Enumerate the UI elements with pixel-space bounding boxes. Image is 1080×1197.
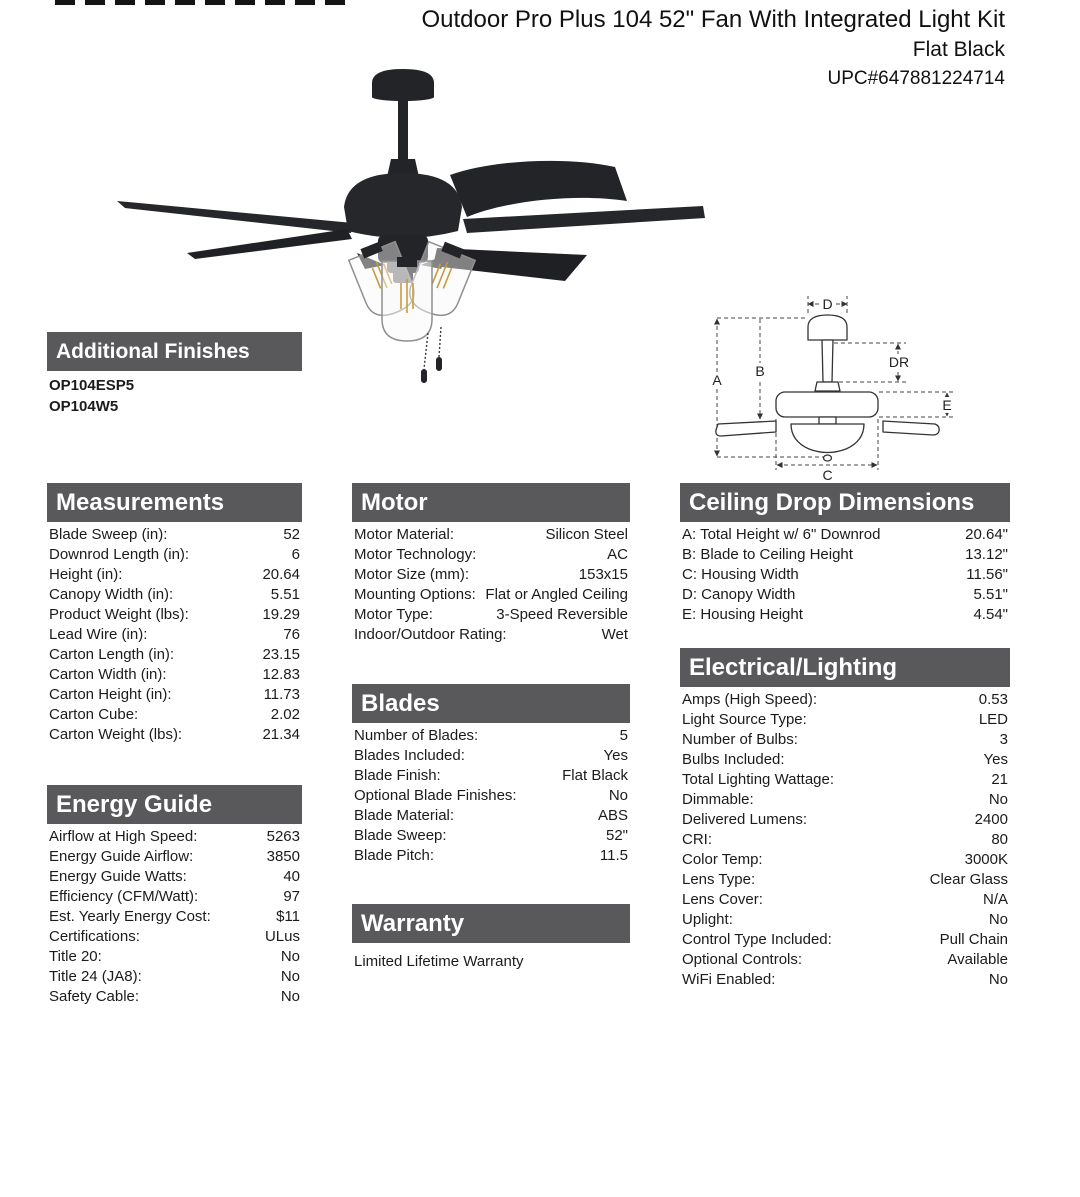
spec-row: [680, 750, 1010, 770]
spec-row: [680, 565, 1010, 585]
spec-label: Carton Height (in):: [49, 686, 172, 703]
spec-value: 13.12": [965, 546, 1008, 563]
spec-value: No: [988, 791, 1008, 808]
measurements-rows: [47, 525, 302, 745]
spec-label: Indoor/Outdoor Rating:: [354, 626, 507, 643]
spec-value: Pull Chain: [939, 931, 1008, 948]
spec-label: Lens Type:: [682, 871, 756, 888]
section-energy-guide: [47, 785, 302, 1007]
spec-label: D: Canopy Width: [682, 586, 796, 603]
spec-value: 5.51: [270, 586, 300, 603]
dimension-diagram: [688, 283, 988, 488]
motor-header: Motor: [352, 483, 630, 522]
spec-label: Lead Wire (in):: [49, 626, 148, 643]
spec-row: [352, 545, 630, 565]
spec-value: 80: [991, 831, 1008, 848]
dim-label-b: B: [755, 363, 765, 379]
spec-row: [47, 585, 302, 605]
spec-label: WiFi Enabled:: [682, 971, 776, 988]
spec-row: [47, 947, 302, 967]
spec-label: Amps (High Speed):: [682, 691, 818, 708]
spec-label: Carton Weight (lbs):: [49, 726, 183, 743]
spec-label: Est. Yearly Energy Cost:: [49, 908, 211, 925]
spec-value: 21.34: [262, 726, 300, 743]
spec-label: Carton Length (in):: [49, 646, 175, 663]
spec-row: [352, 746, 630, 766]
spec-label: Certifications:: [49, 928, 140, 945]
product-finish: Flat Black: [912, 38, 1005, 61]
spec-value: 40: [283, 868, 300, 885]
spec-row: [352, 826, 630, 846]
spec-value: 11.56": [966, 566, 1008, 583]
spec-label: Blade Pitch:: [354, 847, 435, 864]
spec-label: C: Housing Width: [682, 566, 799, 583]
spec-row: [47, 725, 302, 745]
spec-row: [680, 850, 1010, 870]
spec-value: No: [280, 988, 300, 1005]
spec-label: Dimmable:: [682, 791, 754, 808]
blades-rows: [352, 726, 630, 866]
spec-row: [680, 730, 1010, 750]
section-measurements: [47, 483, 302, 745]
spec-value: 3-Speed Reversible: [496, 606, 628, 623]
spec-value: 3: [999, 731, 1008, 748]
spec-label: Height (in):: [49, 566, 123, 583]
spec-value: 76: [283, 626, 300, 643]
spec-label: Light Source Type:: [682, 711, 807, 728]
spec-value: 3850: [266, 848, 300, 865]
spec-value: No: [280, 968, 300, 985]
spec-label: Title 20:: [49, 948, 102, 965]
spec-row: [680, 585, 1010, 605]
spec-value: 23.15: [262, 646, 300, 663]
spec-row: [47, 545, 302, 565]
spec-value: Silicon Steel: [545, 526, 628, 543]
additional-finishes-list: [47, 375, 302, 417]
product-upc: UPC#647881224714: [827, 68, 1005, 89]
dim-label-a: A: [712, 372, 722, 388]
spec-row: [47, 705, 302, 725]
spec-label: Efficiency (CFM/Watt):: [49, 888, 199, 905]
spec-row: [47, 907, 302, 927]
spec-value: Yes: [983, 751, 1008, 768]
spec-label: Optional Blade Finishes:: [354, 787, 517, 804]
spec-row: [680, 950, 1010, 970]
spec-label: Airflow at High Speed:: [49, 828, 198, 845]
dim-label-c: C: [822, 467, 833, 483]
spec-value: Available: [947, 951, 1008, 968]
section-warranty: [352, 904, 630, 970]
spec-value: ABS: [597, 807, 628, 824]
spec-row: [680, 910, 1010, 930]
spec-label: Bulbs Included:: [682, 751, 785, 768]
spec-row: [47, 827, 302, 847]
warranty-text: Limited Lifetime Warranty: [354, 953, 524, 970]
spec-label: Downrod Length (in):: [49, 546, 190, 563]
spec-value: Wet: [601, 626, 628, 643]
spec-value: 52": [605, 827, 628, 844]
spec-value: No: [988, 911, 1008, 928]
spec-label: A: Total Height w/ 6" Downrod: [682, 526, 881, 543]
spec-row: [680, 790, 1010, 810]
spec-row: [352, 625, 630, 645]
spec-value: 19.29: [262, 606, 300, 623]
spec-label: B: Blade to Ceiling Height: [682, 546, 853, 563]
spec-value: 20.64: [262, 566, 300, 583]
spec-row: [680, 970, 1010, 990]
spec-row: [47, 867, 302, 887]
spec-row: [47, 887, 302, 907]
additional-finishes-header: Additional Finishes: [47, 332, 302, 371]
spec-value: 4.54": [973, 606, 1008, 623]
energy-guide-rows: [47, 827, 302, 1007]
spec-label: Uplight:: [682, 911, 733, 928]
spec-row: [47, 927, 302, 947]
spec-label: Motor Material:: [354, 526, 455, 543]
spec-row: [680, 810, 1010, 830]
spec-label: Control Type Included:: [682, 931, 832, 948]
electrical-rows: [680, 690, 1010, 990]
energy-guide-header: Energy Guide: [47, 785, 302, 824]
spec-row: [47, 625, 302, 645]
ceiling-drop-header: Ceiling Drop Dimensions: [680, 483, 1010, 522]
dim-label-e: E: [942, 397, 952, 413]
spec-label: Canopy Width (in):: [49, 586, 174, 603]
spec-value: 21: [991, 771, 1008, 788]
spec-label: Blade Sweep (in):: [49, 526, 168, 543]
spec-row: [352, 846, 630, 866]
spec-label: Number of Blades:: [354, 727, 479, 744]
spec-label: Product Weight (lbs):: [49, 606, 189, 623]
spec-row: [47, 685, 302, 705]
spec-label: Mounting Options:: [354, 586, 476, 603]
spec-row: [47, 847, 302, 867]
dim-label-dr: DR: [888, 354, 910, 370]
spec-label: Blade Sweep:: [354, 827, 447, 844]
spec-value: Clear Glass: [929, 871, 1008, 888]
spec-row: [352, 726, 630, 746]
spec-value: Flat Black: [562, 767, 628, 784]
spec-value: 52: [283, 526, 300, 543]
spec-row: [680, 710, 1010, 730]
spec-value: N/A: [982, 891, 1008, 908]
spec-value: AC: [607, 546, 628, 563]
spec-row: [680, 870, 1010, 890]
finish-item: OP104W5: [49, 398, 119, 415]
motor-rows: [352, 525, 630, 645]
spec-label: Color Temp:: [682, 851, 763, 868]
spec-value: ULus: [264, 928, 300, 945]
spec-label: Total Lighting Wattage:: [682, 771, 835, 788]
spec-row: [680, 890, 1010, 910]
spec-label: Blade Finish:: [354, 767, 441, 784]
spec-row: [680, 545, 1010, 565]
section-blades: [352, 684, 630, 866]
spec-label: Blades Included:: [354, 747, 465, 764]
spec-label: CRI:: [682, 831, 712, 848]
ceiling-drop-rows: [680, 525, 1010, 625]
spec-value: 153x15: [578, 566, 628, 583]
spec-row: [352, 525, 630, 545]
spec-row: [352, 605, 630, 625]
spec-row: [47, 665, 302, 685]
cropped-logo-remnant: [55, 0, 353, 5]
spec-value: 2400: [974, 811, 1008, 828]
spec-row: [47, 967, 302, 987]
spec-label: Safety Cable:: [49, 988, 140, 1005]
spec-value: 5: [619, 727, 628, 744]
spec-label: Carton Cube:: [49, 706, 139, 723]
spec-row: [352, 565, 630, 585]
spec-row: [47, 525, 302, 545]
finish-item: OP104ESP5: [49, 377, 135, 394]
section-additional-finishes: [47, 332, 302, 417]
spec-row: [352, 806, 630, 826]
spec-value: 97: [283, 888, 300, 905]
spec-label: Title 24 (JA8):: [49, 968, 142, 985]
spec-value: No: [988, 971, 1008, 988]
section-electrical-lighting: [680, 648, 1010, 990]
spec-row: [680, 605, 1010, 625]
spec-label: Lens Cover:: [682, 891, 763, 908]
spec-row: [47, 645, 302, 665]
section-ceiling-drop-dimensions: [680, 483, 1010, 625]
electrical-header: Electrical/Lighting: [680, 648, 1010, 687]
spec-label: Number of Bulbs:: [682, 731, 798, 748]
spec-value: 0.53: [978, 691, 1008, 708]
spec-value: 2.02: [270, 706, 300, 723]
blades-header: Blades: [352, 684, 630, 723]
spec-value: Flat or Angled Ceiling: [485, 586, 628, 603]
product-title: Outdoor Pro Plus 104 52" Fan With Integrated Light Kit: [421, 6, 1005, 33]
spec-value: 20.64": [965, 526, 1008, 543]
warranty-header: Warranty: [352, 904, 630, 943]
spec-value: LED: [978, 711, 1008, 728]
spec-value: No: [280, 948, 300, 965]
spec-label: Delivered Lumens:: [682, 811, 808, 828]
dim-label-d: D: [822, 296, 833, 312]
spec-label: Carton Width (in):: [49, 666, 167, 683]
spec-value: Yes: [603, 747, 628, 764]
spec-row: [47, 987, 302, 1007]
spec-value: $11: [276, 908, 300, 925]
spec-label: Motor Technology:: [354, 546, 477, 563]
spec-row: [680, 830, 1010, 850]
spec-value: 11.73: [263, 686, 300, 703]
spec-value: 12.83: [262, 666, 300, 683]
spec-row: [680, 930, 1010, 950]
spec-row: [680, 525, 1010, 545]
spec-label: Energy Guide Watts:: [49, 868, 187, 885]
spec-row: [680, 770, 1010, 790]
spec-value: 5.51": [973, 586, 1008, 603]
spec-value: 3000K: [964, 851, 1008, 868]
spec-row: [47, 565, 302, 585]
spec-label: Motor Size (mm):: [354, 566, 470, 583]
spec-value: No: [608, 787, 628, 804]
spec-row: [352, 786, 630, 806]
spec-value: 11.5: [599, 847, 628, 864]
spec-row: [680, 690, 1010, 710]
spec-label: Blade Material:: [354, 807, 455, 824]
spec-value: 6: [291, 546, 300, 563]
spec-label: Motor Type:: [354, 606, 433, 623]
spec-label: E: Housing Height: [682, 606, 803, 623]
spec-row: [47, 605, 302, 625]
spec-label: Energy Guide Airflow:: [49, 848, 194, 865]
measurements-header: Measurements: [47, 483, 302, 522]
spec-label: Optional Controls:: [682, 951, 803, 968]
spec-row: [352, 766, 630, 786]
spec-value: 5263: [266, 828, 300, 845]
spec-row: [352, 585, 630, 605]
section-motor: [352, 483, 630, 645]
